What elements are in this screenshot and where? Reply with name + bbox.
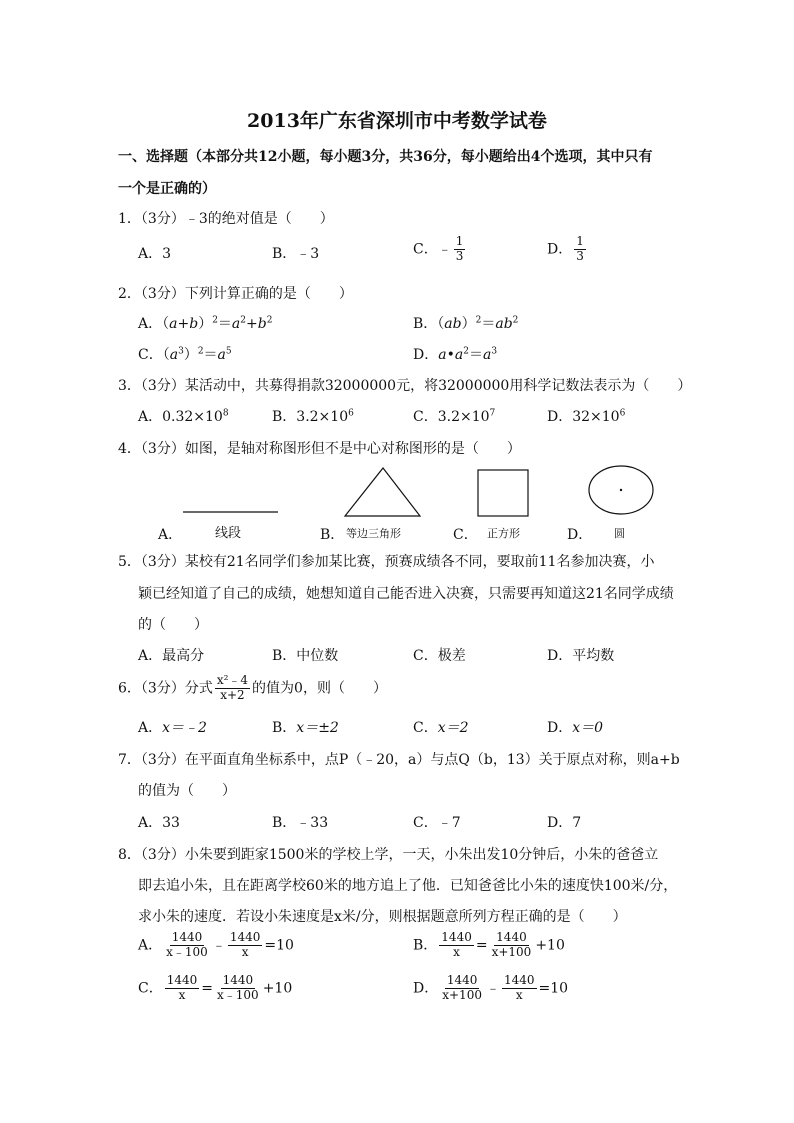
- q6-option-b: B．x＝±2: [272, 720, 339, 736]
- q3-option-a: A．$0.32\times 10^8$: [138, 408, 229, 425]
- q4-option-a: A．: [158, 527, 183, 543]
- q6-option-d: D．x＝0: [547, 720, 604, 736]
- q7-option-c: C．﹣7: [413, 815, 461, 831]
- q8-line1: 8．（3分）小朱要到距家1500米的学校上学，一天，小朱出发10分钟后，小朱的爸爸立: [118, 847, 659, 863]
- q1-option-a: A．3: [138, 246, 172, 262]
- q8-option-d: D． $\frac{1440}{x+100}$ ﹣ $\frac{1440}{x}$ =10: [413, 973, 569, 1002]
- q6-stem: 6．（3分）分式 $\frac{\text{x²﹣4}}{x+2}$ 的值为0，则（ ）: [118, 673, 387, 702]
- q4-caption-a: 线段: [215, 526, 242, 541]
- q5-line1: 5．（3分）某校有21名同学们参加某比赛，预赛成绩各不同，要取前11名参加决赛，小: [118, 554, 655, 570]
- q3-option-d: D．$32\times 10^6$: [547, 408, 626, 425]
- q4-caption-b: 等边三角形: [346, 527, 401, 540]
- q2-option-a: A．$(a+b)^2=a^2+b^2$: [138, 315, 273, 332]
- q4-option-b: B．: [320, 527, 345, 543]
- q1-option-b: B．﹣3: [272, 246, 320, 262]
- q2-option-b: B．$(ab)^2=ab^2$: [413, 315, 519, 332]
- q7-option-a: A．33: [138, 815, 180, 831]
- q7-option-d: D．7: [547, 815, 582, 831]
- section-heading-line2: 一个是正确的）: [118, 181, 216, 197]
- triangle-figure: [345, 468, 420, 516]
- q6-option-c: C．x＝2: [413, 720, 469, 736]
- q7-line2: 的值为（ ）: [138, 783, 236, 799]
- square-figure: [478, 470, 528, 516]
- q5-option-b: B．中位数: [272, 648, 339, 664]
- q8-line2: 即去追小朱，且在距离学校60米的地方追上了他．已知爸爸比小朱的速度快100米/分，: [138, 878, 678, 894]
- q7-line1: 7．（3分）在平面直角坐标系中，点P（﹣20，a）与点Q（b，13）关于原点对称，则a+b: [118, 752, 680, 768]
- circle-center-dot: [620, 489, 622, 491]
- q3-stem: 3．（3分）某活动中，共募得捐款32000000元，将32000000用科学记数法表示为（ ）: [118, 378, 692, 394]
- q8-line3: 求小朱的速度．若设小朱速度是x米/分，则根据题意所列方程正确的是（ ）: [138, 909, 627, 925]
- q8-option-b: B． $\frac{1440}{x}$ = $\frac{1440}{x+100}$ +10: [413, 930, 565, 959]
- q4-stem: 4．（3分）如图，是轴对称图形但不是中心对称图形的是（ ）: [118, 441, 521, 457]
- q2-stem: 2．（3分）下列计算正确的是（ ）: [118, 286, 353, 302]
- q4-option-d: D．: [567, 527, 593, 543]
- q1-option-d: D． $\frac{1}{3}$: [547, 234, 584, 263]
- q4-option-c: C．: [453, 527, 478, 543]
- q5-option-c: C．极差: [413, 648, 466, 664]
- section-heading-line1: 一、选择题（本部分共12小题，每小题3分，共36分，每小题给出4个选项，其中只有: [118, 149, 653, 165]
- q5-option-d: D．平均数: [547, 648, 615, 664]
- q2-option-d: D．$a•a^2=a^3$: [413, 346, 498, 363]
- q1-stem: 1．（3分）﹣3的绝对值是（ ）: [118, 211, 334, 227]
- q1-option-c: C．﹣ $\frac{1}{3}$: [413, 234, 464, 263]
- q8-option-c: C． $\frac{1440}{x}$ = $\frac{1440}{x﹣100}$ +10: [138, 973, 293, 1002]
- q3-option-c: C．$3.2\times 10^7$: [413, 408, 496, 425]
- q3-option-b: B．$3.2\times 10^6$: [272, 408, 354, 425]
- q5-line3: 的（ ）: [138, 617, 208, 633]
- q4-caption-d: 圆: [614, 527, 625, 540]
- q4-caption-c: 正方形: [487, 527, 520, 540]
- page-title: 2013年广东省深圳市中考数学试卷: [247, 110, 547, 132]
- q5-line2: 颖已经知道了自己的成绩，她想知道自己能否进入决赛，只需要再知道这21名同学成绩: [138, 586, 674, 602]
- q8-option-a: A． $\frac{1440}{x﹣100}$ ﹣ $\frac{1440}{x}$ =10: [138, 930, 294, 959]
- q4-figures: [0, 460, 794, 520]
- q6-option-a: A．x＝﹣2: [138, 720, 207, 736]
- q7-option-b: B．﹣33: [272, 815, 329, 831]
- q5-option-a: A．最高分: [138, 648, 205, 664]
- q2-option-c: C．$(a^3)^2=a^5$: [138, 346, 232, 363]
